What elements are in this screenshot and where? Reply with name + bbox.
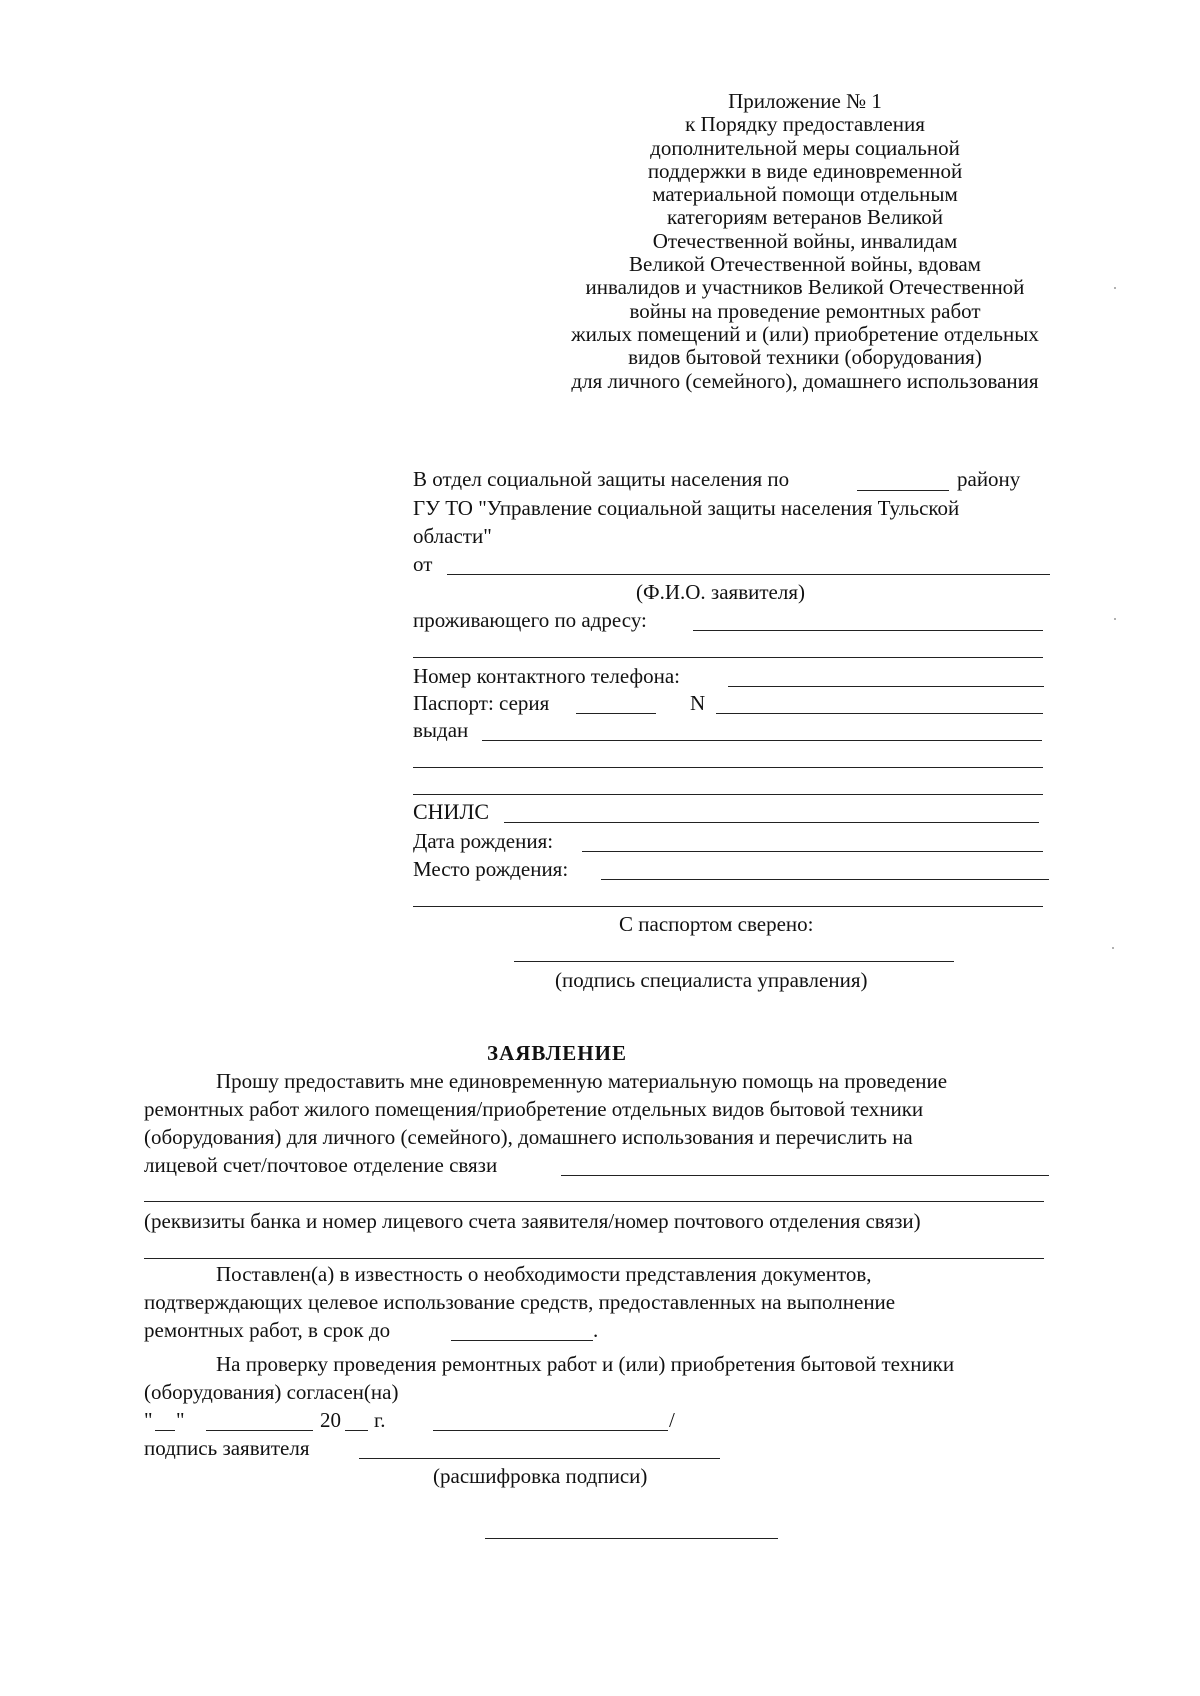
annex-line: Великой Отечественной войны, вдовам bbox=[629, 252, 981, 277]
annex-header bbox=[545, 90, 1065, 393]
birth-place-field-line-2[interactable] bbox=[413, 906, 1043, 907]
fio-caption: (Ф.И.О. заявителя) bbox=[636, 580, 805, 604]
passport-number-label: N bbox=[690, 691, 706, 715]
annex-line: для личного (семейного), домашнего использования bbox=[571, 368, 1039, 393]
snils-label: СНИЛС bbox=[413, 799, 490, 824]
date-year-prefix: 20 bbox=[320, 1408, 341, 1432]
statement-paragraph-1-line-1: Прошу предоставить мне единовременную материальную помощь на проведение bbox=[216, 1069, 948, 1093]
statement-paragraph-1-line-2: ремонтных работ жилого помещения/приобретение отдельных видов бытовой техники bbox=[144, 1097, 924, 1121]
department-line-prefix: В отдел социальной защиты населения по bbox=[413, 467, 790, 491]
issued-field-line-3[interactable] bbox=[413, 794, 1043, 795]
birth-place-label: Место рождения: bbox=[413, 857, 569, 881]
signature-field[interactable] bbox=[433, 1430, 668, 1431]
passport-series-field[interactable] bbox=[576, 713, 656, 714]
department-line-suffix: району bbox=[957, 467, 1021, 491]
district-field[interactable] bbox=[857, 490, 949, 491]
date-day-field[interactable] bbox=[155, 1430, 175, 1431]
date-year-suffix: г. bbox=[374, 1408, 386, 1432]
issued-field[interactable] bbox=[482, 740, 1042, 741]
post-office-field[interactable] bbox=[561, 1175, 1049, 1176]
address-field[interactable] bbox=[693, 630, 1043, 631]
statement-paragraph-1-line-4: лицевой счет/почтовое отделение связи bbox=[144, 1153, 498, 1177]
specialist-signature-caption: (подпись специалиста управления) bbox=[555, 968, 868, 992]
date-quote-open: " bbox=[144, 1408, 153, 1432]
snils-field[interactable] bbox=[504, 822, 1039, 823]
birth-place-field[interactable] bbox=[601, 879, 1049, 880]
signature-decode-field[interactable] bbox=[359, 1458, 720, 1459]
annex-line: поддержки в виде единовременной bbox=[647, 158, 963, 183]
annex-line: инвалидов и участников Великой Отечественной bbox=[585, 275, 1025, 300]
phone-label: Номер контактного телефона: bbox=[413, 664, 680, 688]
issued-field-line-2[interactable] bbox=[413, 767, 1043, 768]
statement-paragraph-2-line-3: ремонтных работ, в срок до bbox=[144, 1318, 391, 1342]
statement-paragraph-2-line-1: Поставлен(а) в известность о необходимости представления документов, bbox=[216, 1262, 872, 1286]
annex-line: видов бытовой техники (оборудования) bbox=[628, 345, 982, 370]
date-year-field[interactable] bbox=[345, 1430, 368, 1431]
scan-speck bbox=[1112, 947, 1114, 949]
address-label: проживающего по адресу: bbox=[413, 608, 647, 632]
scan-speck bbox=[1114, 618, 1116, 620]
bank-details-caption: (реквизиты банка и номер лицевого счета заявителя/номер почтового отделения связи) bbox=[144, 1209, 921, 1233]
statement-paragraph-2-line-2: подтверждающих целевое использование средств, предоставленных на выполнение bbox=[144, 1290, 896, 1314]
applicant-fio-field[interactable] bbox=[447, 574, 1050, 575]
department-line-3: области" bbox=[413, 524, 492, 548]
date-month-field[interactable] bbox=[206, 1430, 313, 1431]
annex-line: к Порядку предоставления bbox=[685, 112, 925, 137]
deadline-date-field[interactable] bbox=[451, 1340, 593, 1341]
statement-paragraph-3-line-1: На проверку проведения ремонтных работ и (или) приобретения бытовой техники bbox=[216, 1352, 955, 1376]
statement-paragraph-3-line-2: (оборудования) согласен(на) bbox=[144, 1380, 399, 1404]
bank-details-field-line-2[interactable] bbox=[144, 1258, 1044, 1259]
bank-details-field[interactable] bbox=[144, 1201, 1044, 1202]
passport-series-label: Паспорт: серия bbox=[413, 691, 550, 715]
annex-line: материальной помощи отдельным bbox=[652, 182, 958, 207]
statement-title: ЗАЯВЛЕНИЕ bbox=[487, 1041, 627, 1065]
issued-label: выдан bbox=[413, 718, 469, 742]
annex-line: Отечественной войны, инвалидам bbox=[652, 228, 958, 253]
annex-line: категориям ветеранов Великой bbox=[667, 205, 943, 230]
statement-paragraph-1-line-3: (оборудования) для личного (семейного), домашнего использования и перечислить на bbox=[144, 1125, 913, 1149]
signature-slash: / bbox=[669, 1408, 675, 1432]
phone-field[interactable] bbox=[728, 686, 1044, 687]
date-quote-close: " bbox=[176, 1408, 185, 1432]
annex-line: Приложение № 1 bbox=[728, 89, 882, 113]
passport-number-field[interactable] bbox=[716, 713, 1043, 714]
department-line-2: ГУ ТО "Управление социальной защиты населения Тульской bbox=[413, 496, 960, 520]
separator-line bbox=[485, 1538, 778, 1539]
birth-date-field[interactable] bbox=[582, 851, 1043, 852]
birth-date-label: Дата рождения: bbox=[413, 829, 554, 853]
applicant-signature-label: подпись заявителя bbox=[144, 1436, 310, 1460]
deadline-period: . bbox=[593, 1318, 599, 1342]
scan-speck bbox=[1114, 287, 1116, 289]
annex-line: войны на проведение ремонтных работ bbox=[629, 298, 981, 323]
address-field-line-2[interactable] bbox=[413, 657, 1043, 658]
annex-line: дополнительной меры социальной bbox=[650, 135, 960, 160]
specialist-signature-field[interactable] bbox=[514, 961, 954, 962]
passport-verified-label: С паспортом сверено: bbox=[619, 912, 814, 936]
annex-line: жилых помещений и (или) приобретение отдельных bbox=[571, 321, 1039, 346]
signature-decode-caption: (расшифровка подписи) bbox=[433, 1464, 648, 1488]
from-label: от bbox=[413, 552, 433, 576]
